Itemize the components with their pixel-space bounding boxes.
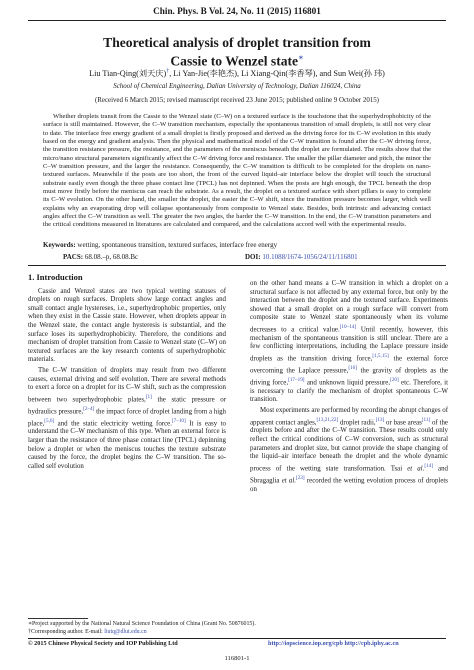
text: on the other hand means a C–W transition in which a droplet on a structural surface is not affected by any external force, but only by the interaction between the droplet and the textured surface. Experiments showed that a small droplet on a rough surface will convert from composite state to Wenzel state spontaneously when its volume decreases to a critical value. — [250, 280, 448, 334]
header-rule — [28, 20, 446, 21]
citation[interactable]: [1,5,15] — [372, 353, 389, 360]
citation[interactable]: [5,6] — [44, 417, 55, 424]
title-line-2: Cassie to Wenzel state — [170, 53, 299, 69]
text: the gravity of droplets as the driving force, — [250, 367, 448, 387]
doi-link[interactable]: 10.1088/1674-1056/24/11/116801 — [262, 253, 358, 261]
citation[interactable]: [7–10] — [171, 417, 186, 424]
author-separator: , — [169, 69, 174, 78]
footnote-rule — [28, 618, 88, 619]
footer-rule — [28, 638, 446, 639]
paragraph: Cassie and Wenzel states are two typical wetting statuses of droplets on rough surfaces. Droplets show large contact angles and small contact angle hystereses, i.e., superhydrophobic properties, only when they exist in the Cassie state. However, when droplets appear in the Wenzel state, the contact angle hysteresis is substantial, and the surface loses its superhydrophobicity. Therefore, the conditions and mechanism of droplet transition from Cassie to Wenzel state (C–W) on textured surfaces are the key research contents of superhydrophobic materials. — [28, 287, 226, 364]
text: and unknown liquid pressure, — [304, 379, 391, 387]
paragraph — [250, 407, 448, 494]
footnote-funding: ∗Project supported by the National Natural Science Foundation of China (Grant No. 50876015). — [28, 621, 256, 627]
citation[interactable]: [13] — [375, 416, 385, 423]
title-line-1: Theoretical analysis of droplet transition from — [103, 35, 371, 50]
paper-title — [40, 35, 434, 69]
author-list — [28, 68, 446, 79]
title-footnote-marker[interactable]: ∗ — [298, 53, 304, 62]
text: the external force overcoming the Laplace pressure, — [250, 355, 448, 375]
paragraph — [250, 280, 448, 405]
text: †Corresponding author. E-mail: — [28, 629, 105, 635]
text: recorded the wetting evolution process of droplets on — [250, 476, 448, 493]
paragraph — [28, 367, 226, 471]
citation[interactable]: [11] — [421, 416, 431, 423]
page-number: 116801-1 — [224, 655, 250, 662]
text: etc. Therefore, it is necessary to clarify the mechanism of droplet spontaneous C–W transition. — [250, 379, 448, 404]
pacs-codes: 68.08.–p, 68.08.Bc — [84, 253, 139, 261]
citation[interactable]: [1] — [145, 393, 152, 400]
citation[interactable]: [13,21,22] — [316, 416, 339, 423]
text: and Sbragaglia — [250, 465, 449, 484]
citation[interactable]: [10–14] — [339, 323, 357, 330]
abstract-rule — [28, 265, 446, 266]
keywords-label: Keywords: — [43, 241, 76, 249]
journal-urls[interactable]: http://iopscience.iop.org/cpb http://cpb.iphy.ac.cn — [268, 640, 399, 647]
doi-label: DOI: — [245, 253, 261, 261]
pacs — [63, 253, 138, 261]
citation[interactable]: [14] — [424, 462, 433, 469]
text: or base areas — [384, 418, 422, 426]
footnote-corresponding — [28, 629, 448, 635]
text: The C–W transition of droplets may result from two different causes, external driving and self evolution. There are several methods to exert a force on a droplet for its C–W shift, such as the compression between two superhydrophobic plates, — [28, 366, 226, 404]
left-column — [28, 273, 226, 471]
text: the static pressure or hydraulics pressure, — [28, 396, 226, 415]
text: et al. — [281, 476, 296, 484]
text: et al. — [407, 465, 425, 473]
author-separator: , — [236, 69, 242, 78]
journal-header: Chin. Phys. B Vol. 24, No. 11 (2015) 116801 — [153, 6, 321, 16]
pacs-label: PACS: — [63, 253, 84, 261]
author-separator: , and — [315, 69, 334, 78]
text: Most experiments are performed by recording the abrupt changes of apparent contact angles, — [250, 406, 448, 426]
citation[interactable]: [16] — [348, 364, 357, 371]
citation[interactable]: [20] — [390, 376, 399, 383]
received-dates: (Received 6 March 2015; revised manuscript received 23 June 2015; published online 9 October 2015) — [95, 97, 379, 104]
section-heading-introduction: 1. Introduction — [28, 272, 83, 282]
corresponding-marker[interactable]: † — [166, 68, 170, 75]
citation[interactable]: [2–4] — [83, 405, 95, 412]
author-email-link[interactable]: liutq@dlut.edu.cn — [104, 629, 147, 635]
keywords-text: wetting, spontaneous transition, textured surfaces, interface free energy — [77, 241, 278, 249]
affiliation: School of Chemical Engineering, Dalian University of Technology, Dalian 116024, China — [113, 83, 361, 90]
copyright: © 2015 Chinese Physical Society and IOP Publishing Ltd — [28, 640, 178, 647]
right-column — [250, 280, 448, 494]
text: Until recently, however, this mechanism of the spontaneous transition is still unclear. There are a few conflicting interpretations, including the Laplace pressure inside droplets as the transition driving force, — [250, 326, 448, 363]
text: and the static electricity wetting force. — [54, 419, 172, 427]
text: of the droplets before and after the C–W transition. These results could only reflect the critical conditions of C–W conversion, such as structural parameters and droplet size, but cannot provide the shape changing of the liquid–air interface beneath the droplet and the whole dynamic process of the wetting state transformation. Tsai — [250, 418, 448, 473]
abstract: Whether droplets transit from the Cassie to the Wenzel state (C–W) on a textured surface is the touchstone that the superhydrophobicity of the surface is still maintained. However, the C–W transition mechanism, especially the spontaneous transition of small droplets, is still not very clear to date. The interface free energy gradient of a small droplet is firstly proposed and derived as the driving force for its C–W evolution in this study based on the energy and gradient analysis. Then the physical and mathematical model of the C–W transition is found after the C–W driving force, the transition resistance pressure, the resistance, and the parameters of the meniscus beneath the droplet are formulated. The results show that the micro/nano structural parameters significantly affect the C–W driving force and resistance. The smaller the pillar diameter and pitch, the minor the C–W transition pressure, and the larger the resistance. Consequently, the C–W transition is difficult to be completed for the droplets on nano-textured surfaces. Meanwhile if the posts are too short, the front of the curved liquid–air interface below the droplet will touch the structural substrate easily even though the three phase contact line (TPCL) has not depinned. When the posts are high enough, the TPCL beneath the drop must move firstly before the meniscus can reach the substrate. As a result, the droplet on a textured surface with short pillars is easy to complete its C–W evolution. On the other hand, the smaller the droplet, the easier the C–W shift, since the transition pressure becomes larger, which well explains why an evaporating drop will collapse spontaneously from composite to Wenzel state. Besides, both intrinsic and advancing contact angles affect the C–W transition as well. The greater the two angles, the harder the C–W transition. In the end, the C–W transition parameters and the critical conditions measured in literatures are calculated and compared, and the calculations accord well with the experimental results. — [43, 113, 431, 229]
author-2: Li Yan-Jie(李艳杰) — [173, 69, 237, 78]
keywords — [43, 241, 431, 249]
citation[interactable]: [17–19] — [288, 376, 305, 383]
text: droplet radii, — [338, 418, 376, 426]
author-3: Li Xiang-Qin(李香琴) — [241, 69, 316, 78]
citation[interactable]: [23] — [295, 474, 305, 481]
author-1: Liu Tian-Qing(刘天庆) — [89, 69, 167, 78]
text: It is easy to understand the C–W mechanism of this type. When an external force is larger than the resistance of three phase contact line (TPCL) depinning below a droplet or when the meniscus touches the texture substrate caused by the force, the droplet begins the C–W transition. The so-called self evolution — [28, 419, 226, 470]
author-4: Sun Wei(孙 玮) — [333, 69, 385, 78]
doi — [245, 253, 358, 261]
text: the impact force of droplet landing from a high place, — [28, 407, 226, 427]
